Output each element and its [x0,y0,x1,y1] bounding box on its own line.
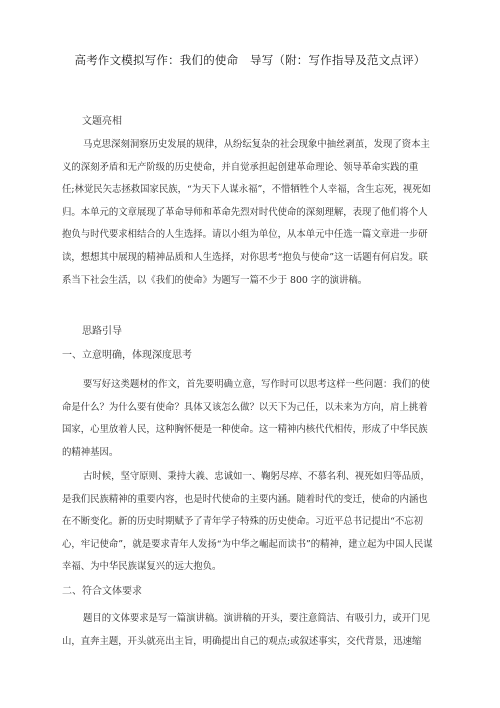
paragraph-line: 要写好这类题材的作文，首先要明确立意，写作时可以思考这样一些问题：我们的使 [83,379,430,390]
subheading-genre: 二、符合文体要求 [62,586,142,597]
paragraph-line: 任;林觉民矢志拯救国家民族，“为天下人谋永福”，不惜牺牲个人幸福，含生忘死，视死如 [62,184,431,196]
paragraph-line: 系当下社会生活，以《我们的使命》为题写一篇不少于 800 字的演讲稿。 [62,274,368,286]
paragraph-line: 在不断变化。新的历史时期赋予了青年学子特殊的历史使命。习近平总书记提出“不忘初 [62,516,424,528]
paragraph-line: 山，直奔主题，开头就亮出主旨，明确提出自己的观点;或叙述事实，交代背景，迅速缩 [62,635,422,647]
paragraph-line: 归。本单元的文章展现了革命导师和革命先烈对时代使命的深刻理解，表现了他们将个人 [62,206,428,218]
section-label-guide: 思路引导 [82,326,122,337]
document-title: 高考作文模拟写作：我们的使命 导写（附：写作指导及范文点评） [74,53,426,67]
paragraph-line: 马克思深刻洞察历史发展的规律，从纷纭复杂的社会现象中抽丝剥茧，发现了资本主 [83,139,430,150]
paragraph-line: 古时候，坚守原则、秉持大義、忠诚如一、鞠躬尽瘁、不慕名利、视死如归等品质， [83,471,430,482]
paragraph-topic [62,134,438,292]
paragraph-line: 读，想想其中展现的精神品质和人生选择，对你思考“抱负与使命”这一话题有何启发。联 [62,251,428,263]
paragraph-line: 国家，心里放着人民，这种胸怀便是一种使命。这一精神内核代代相传，形成了中华民族 [62,424,428,436]
paragraph-line: 题目的文体要求是写一篇演讲稿。演讲稿的开头，要注意简洁、有吸引力，或开门见 [83,613,430,624]
paragraph-line: 义的深刻矛盾和无产阶级的历史使命，并自觉承担起创建革命理论、领导革命实践的重 [62,161,419,173]
section-label-topic: 文题亮相 [82,116,122,127]
paragraph-line: 的精神基因。 [62,446,119,458]
subheading-intent: 一、立意明确，体现深度思考 [62,350,192,361]
paragraph-intent [62,374,438,464]
paragraph-history [62,466,438,579]
paragraph-line: 心，牢记使命”，就是要求青年人发扬“为中华之崛起而读书”的精神，建立起为中国人民谋 [62,538,433,550]
paragraph-line: 命是什么？为什么要有使命？具体又该怎么做？以天下为己任，以未来为方向，肩上挑着 [62,401,428,413]
paragraph-genre [62,608,438,653]
paragraph-line: 抱负与时代要求相结合的人生选择。请以小组为单位，从本单元中任选一篇文章进一步研 [62,229,428,241]
paragraph-line: 幸福、为中华民族谋复兴的远大抱负。 [62,561,222,573]
paragraph-line: 是我们民族精神的重要内容，也是时代使命的主要内涵。随着时代的变迁，使命的内涵也 [62,493,428,505]
